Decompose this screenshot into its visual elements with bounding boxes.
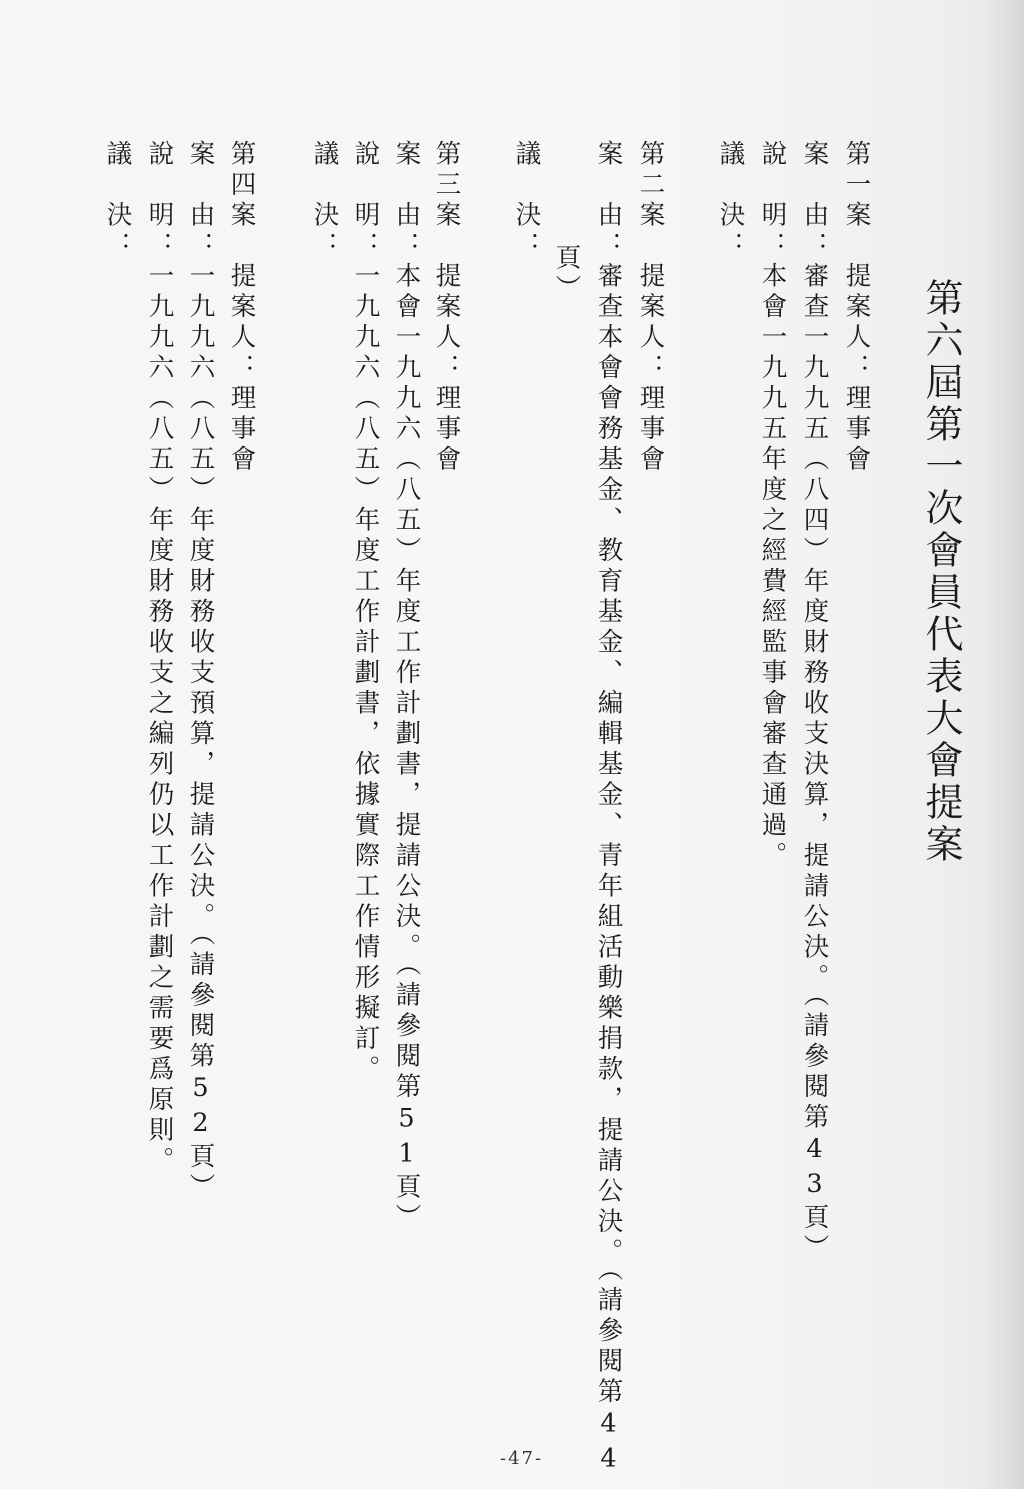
case-3-explanation: 說 明：一九九六（八五）年度工作計劃書，依據實際工作情形擬訂。 (350, 140, 381, 1086)
case-4-resolution: 議 決： (102, 140, 133, 262)
case-2-reason-continued: 頁） (551, 244, 582, 305)
case-4-reason: 案 由：一九九六（八五）年度財務收支預算，提請公決。（請參閱第52頁） (185, 140, 216, 1204)
case-2-reason: 案 由：審查本會會務基金、教育基金、編輯基金、青年組活動樂捐款，提請公決。（請參閱第44 (593, 140, 624, 1479)
case-1-header: 第一案 提案人：理事會 (841, 140, 872, 476)
case-2-header: 第二案 提案人：理事會 (635, 140, 666, 476)
case-3-resolution: 議 決： (309, 140, 340, 262)
case-3-reason: 案 由：本會一九九六（八五）年度工作計劃書，提請公決。（請參閱第51頁） (391, 140, 422, 1235)
case-1-resolution: 議 決： (715, 140, 746, 262)
case-3-header: 第三案 提案人：理事會 (431, 140, 462, 476)
page-number: -47- (500, 1448, 544, 1469)
case-1-reason: 案 由：審查一九九五（八四）年度財務收支決算，提請公決。（請參閱第43頁） (799, 140, 830, 1265)
case-1-explanation: 說 明：本會一九九五年度之經費經監事會審查通過。 (757, 140, 788, 872)
case-4-explanation: 說 明：一九九六（八五）年度財務收支之編列仍以工作計劃之需要爲原則。 (144, 140, 175, 1177)
case-2-resolution: 議 決： (511, 140, 542, 262)
page-edge-shadow (984, 0, 1024, 1489)
case-4-header: 第四案 提案人：理事會 (226, 140, 257, 476)
document-title: 第六屆第一次會員代表大會提案 (919, 278, 963, 866)
